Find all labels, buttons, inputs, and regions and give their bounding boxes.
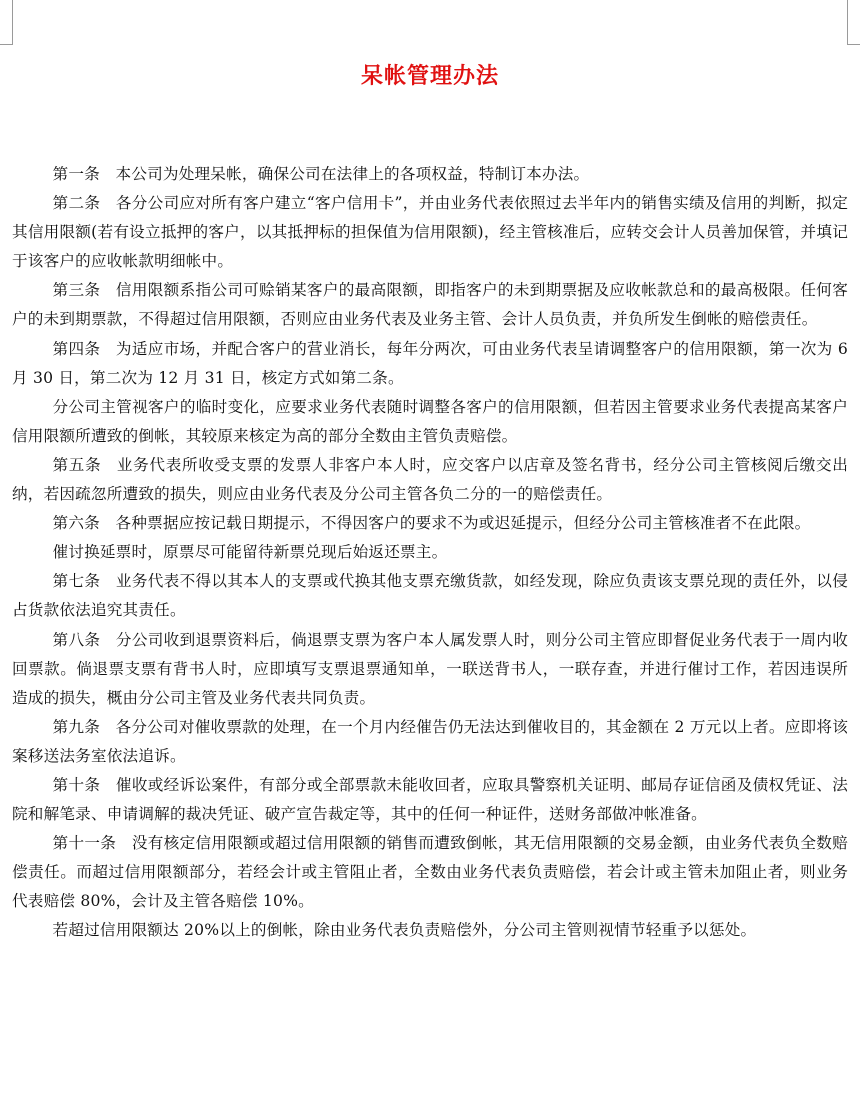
paragraph bbox=[12, 713, 848, 771]
paragraph bbox=[12, 626, 848, 713]
paragraph bbox=[12, 771, 848, 829]
article-number: 第三条 bbox=[52, 281, 101, 300]
article-number: 第七条 bbox=[52, 572, 101, 591]
paragraph-text: 催收或经诉讼案件，有部分或全部票款未能收回者，应取具警察机关证明、邮局存证信函及债权凭证、法院和解笔录、申请调解的裁决凭证、破产宣告裁定等，其中的任何一种证件，送财务部做冲帐准备。 bbox=[12, 775, 849, 824]
document-title: 呆帐管理办法 bbox=[360, 64, 499, 89]
paragraph bbox=[12, 335, 848, 393]
paragraph bbox=[12, 567, 848, 625]
article-number: 第一条 bbox=[52, 165, 100, 183]
paragraph bbox=[12, 509, 848, 538]
article-number: 第十一条 bbox=[52, 834, 117, 853]
paragraph-text: 没有核定信用限额或超过信用限额的销售而遭致倒帐，其无信用限额的交易金额，由业务代表负全数赔偿责任。而超过信用限额部分，若经会计或主管阻止者，全数由业务代表负责赔偿，若会计或主管未加阻止者，则业务代表赔偿 80%，会计及主管各赔偿 10%。 bbox=[12, 834, 848, 911]
paragraph-text: 业务代表不得以其本人的支票或代换其他支票充缴货款，如经发现，除应负责该支票兑现的责任外，以侵占货款依法追究其责任。 bbox=[12, 572, 849, 620]
paragraph-text: 信用限额系指公司可赊销某客户的最高限额，即指客户的未到期票据及应收帐款总和的最高极限。任何客户的未到期票款，不得超过信用限额，否则应由业务代表及业务主管、会计人员负责，并负所发生倒帐的赔偿责任。 bbox=[12, 281, 849, 329]
paragraph-text: 各分公司对催收票款的处理，在一个月内经催告仍无法达到催收目的，其金额在 2 万元以上者。应即将该案移送法务室依法追诉。 bbox=[12, 717, 848, 765]
document-page[interactable] bbox=[12, 0, 848, 946]
paragraph-text: 业务代表所收受支票的发票人非客户本人时，应交客户以店章及签名背书，经分公司主管核阅后缴交出纳，若因疏忽所遭致的损失，则应由业务代表及分公司主管各负二分的一的赔偿责任。 bbox=[12, 455, 848, 504]
article-number: 第二条 bbox=[52, 194, 101, 213]
paragraph bbox=[12, 276, 848, 334]
paragraph-text: 若超过信用限额达 20%以上的倒帐，除由业务代表负责赔偿外，分公司主管则视情节轻重予以惩处。 bbox=[52, 921, 757, 940]
paragraph-text: 分公司收到退票资料后，倘退票支票为客户本人属发票人时，则分公司主管应即督促业务代表于一周内收回票款。倘退票支票有背书人时，应即填写支票退票通知单，一联送背书人，一联存查，并进行催讨工作，若因违误所造成的损失，概由分公司主管及业务代表共同负责。 bbox=[12, 630, 849, 707]
article-number: 第六条 bbox=[52, 514, 100, 533]
page-corner-mark-top-left bbox=[0, 44, 12, 45]
article-number: 第八条 bbox=[52, 630, 101, 649]
article-number: 第十条 bbox=[52, 775, 101, 794]
paragraph bbox=[12, 160, 848, 189]
paragraph-text: 各种票据应按记载日期提示，不得因客户的要求不为或迟延提示，但经分公司主管核准者不在此限。 bbox=[115, 514, 811, 533]
paragraph bbox=[12, 451, 848, 509]
paragraph-text: 催讨换延票时，原票尽可能留待新票兑现后始返还票主。 bbox=[52, 543, 448, 562]
paragraph-text: 为适应市场，并配合客户的营业消长，每年分两次，可由业务代表呈请调整客户的信用限额，第一次为 6 月 30 日，第二次为 12 月 31 日，核定方式如第二条。 bbox=[12, 339, 848, 387]
article-number: 第九条 bbox=[52, 717, 101, 736]
paragraph bbox=[12, 538, 848, 567]
article-number: 第五条 bbox=[52, 455, 102, 474]
paragraph bbox=[12, 916, 848, 945]
paragraph-text: 分公司主管视客户的临时变化，应要求业务代表随时调整各客户的信用限额，但若因主管要求业务代表提高某客户信用限额所遭致的倒帐，其较原来核定为高的部分全数由主管负责赔偿。 bbox=[12, 397, 848, 445]
paragraph bbox=[12, 393, 848, 451]
article-number: 第四条 bbox=[52, 339, 101, 358]
document-body[interactable] bbox=[12, 160, 848, 946]
paragraph bbox=[12, 829, 848, 916]
paragraph bbox=[12, 189, 848, 276]
paragraph-text: 各分公司应对所有客户建立“客户信用卡”，并由业务代表依照过去半年内的销售实绩及信用的判断，拟定其信用限额(若有设立抵押的客户，以其抵押标的担保值为信用限额)，经主管核准后，应转交会计人员善加保管，并填记于该客户的应收帐款明细帐中。 bbox=[12, 194, 848, 271]
page-corner-mark-top-right bbox=[848, 44, 860, 45]
paragraph-text: 本公司为处理呆帐，确保公司在法律上的各项权益，特制订本办法。 bbox=[115, 165, 590, 183]
